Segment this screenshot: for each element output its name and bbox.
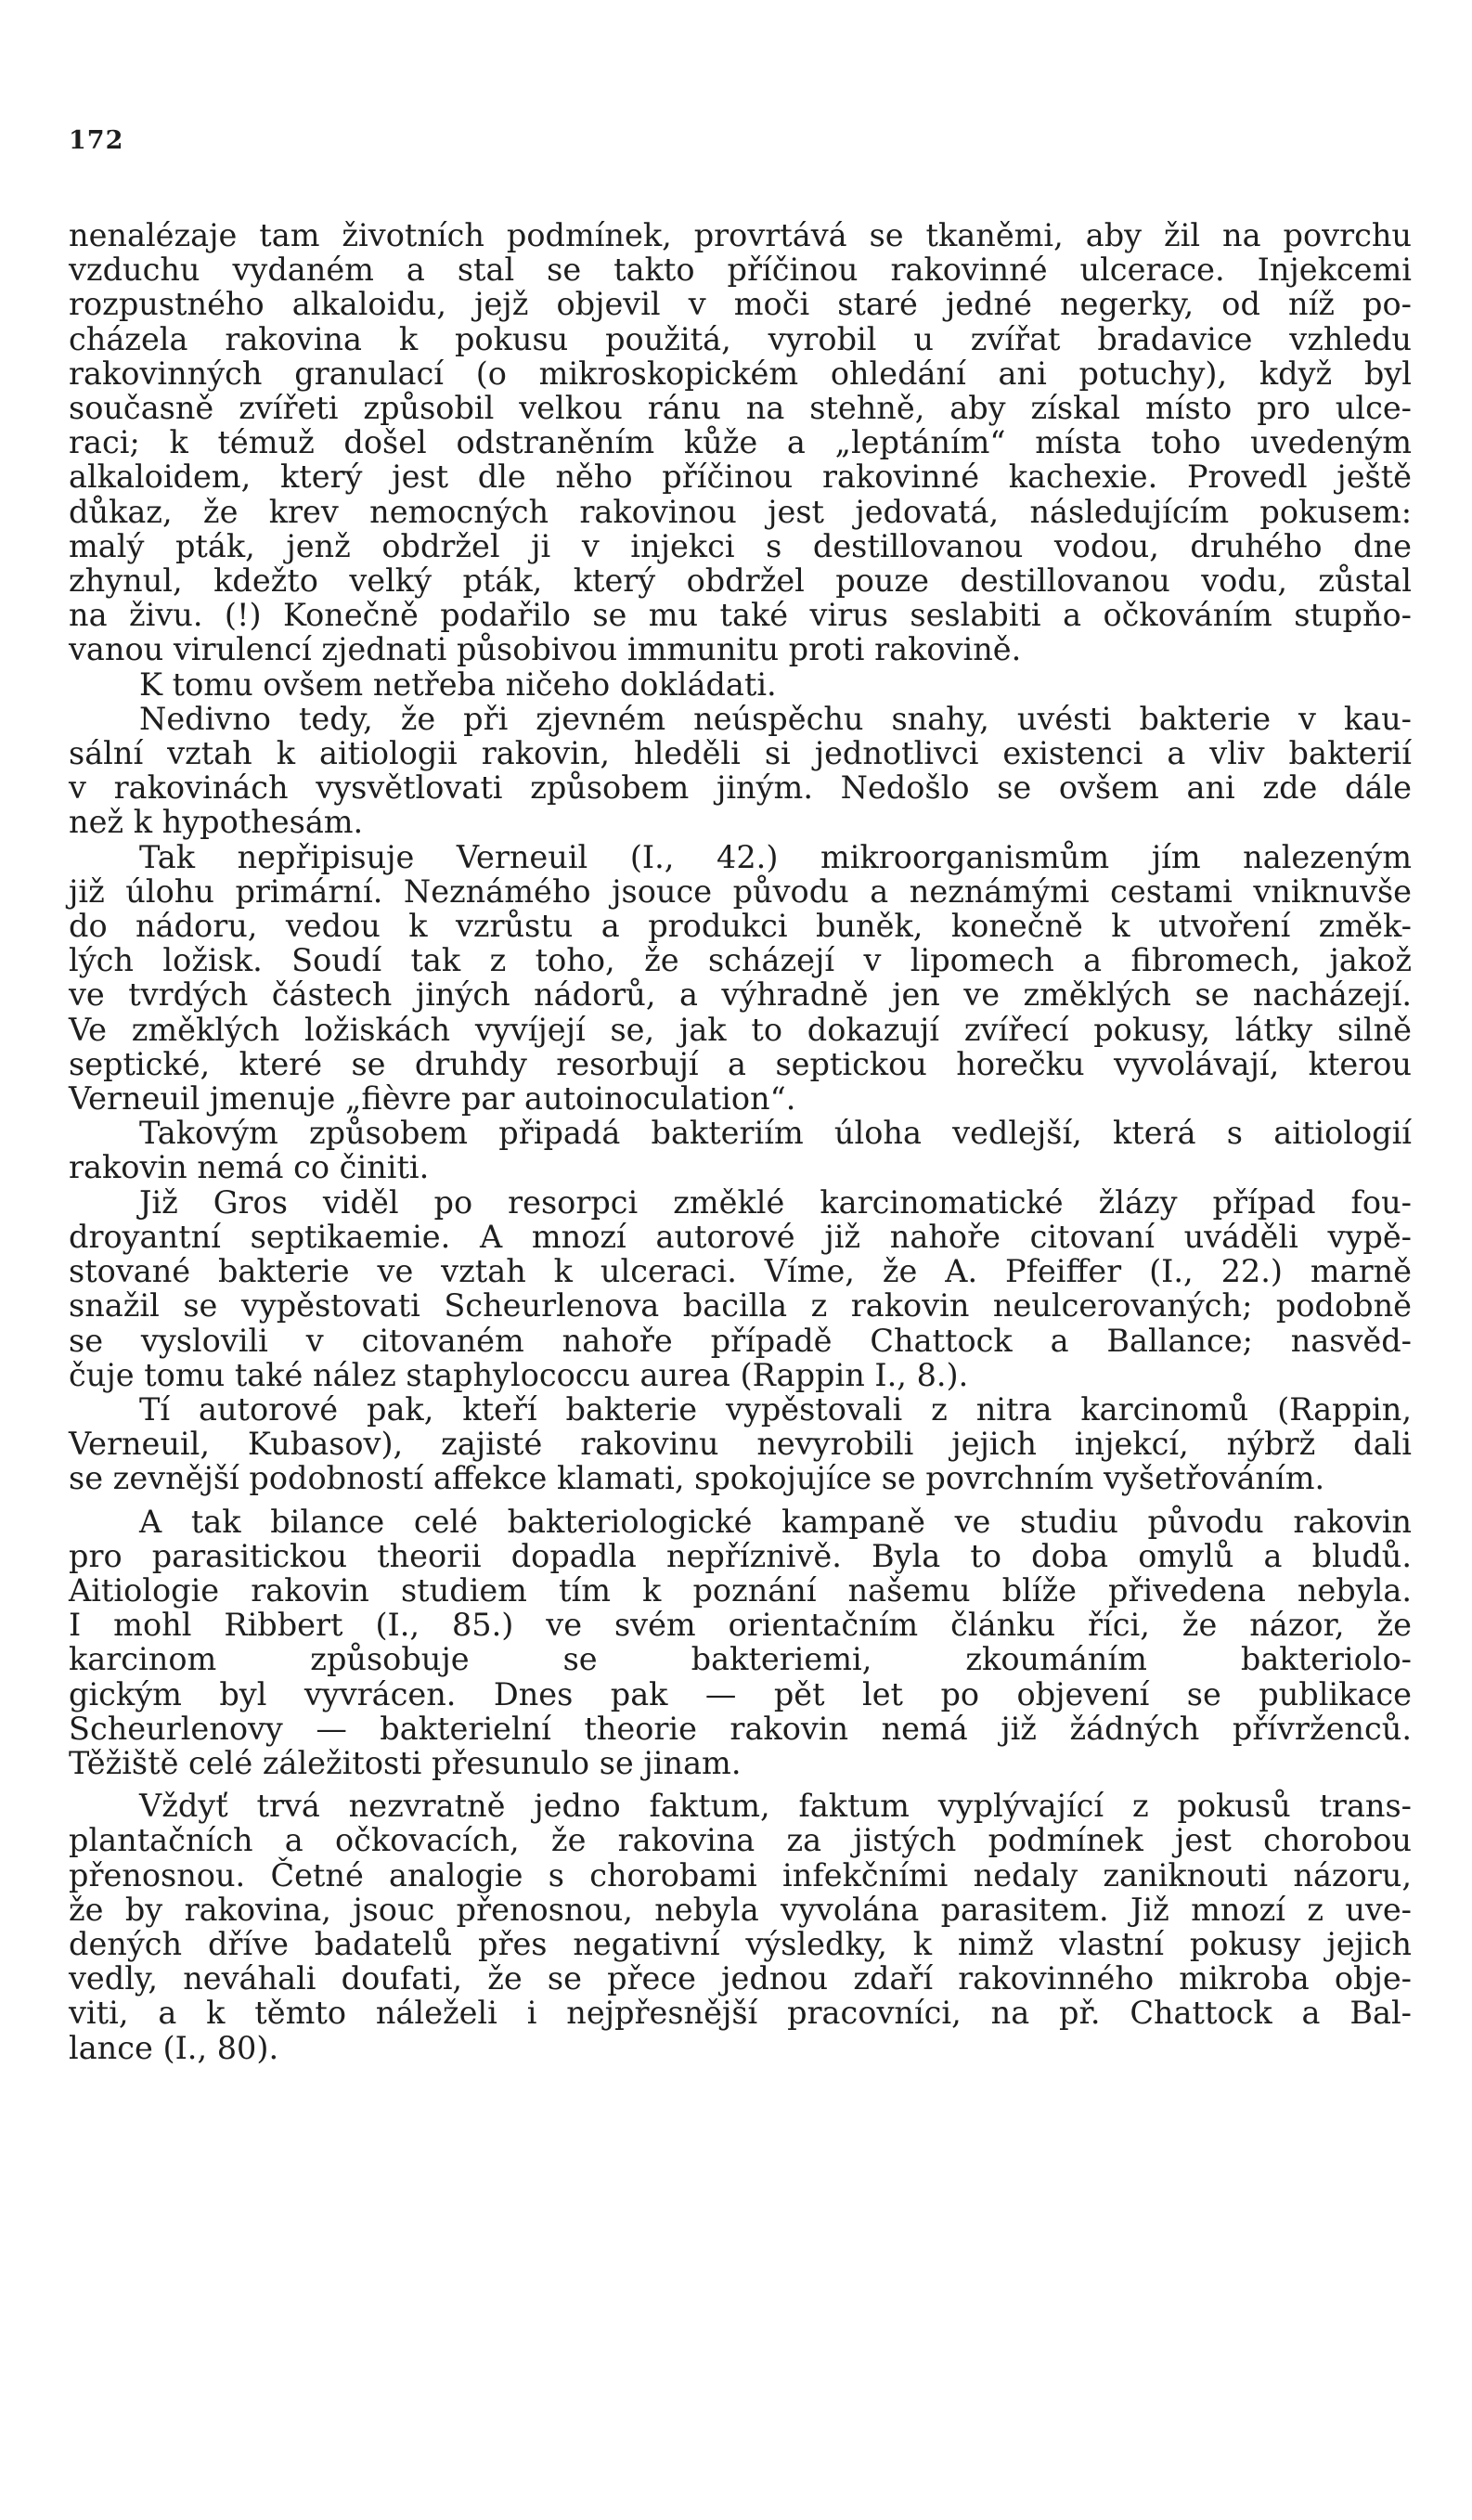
text-line: cházela rakovina k pokusu použitá, vyrobil u zvířat bradavice vzhledu: [69, 320, 1412, 357]
text-line: Již Gros viděl po resorpci změklé karcinomatické žlázy případ fou-: [139, 1183, 1412, 1221]
text-line: již úlohu primární. Neznámého jsouce původu a neznámými cestami vniknuvše: [69, 872, 1412, 910]
text-line: viti, a k těmto náleželi i nejpřesnější pracovníci, na př. Chattock a Bal-: [69, 1995, 1412, 2032]
text-line: A tak bilance celé bakteriologické kampaně ve studiu původu rakovin: [139, 1503, 1412, 1540]
paragraph: [69, 1392, 1412, 1496]
text-line: gickým byl vyvrácen. Dnes pak — pět let po objevení se publikace: [69, 1675, 1412, 1712]
text-line: vedly, neváhali doufati, že se přece jednou zdaří rakovinného mikroba obje-: [69, 1960, 1412, 1997]
text-line: vzduchu vydaném a stal se takto příčinou rakovinné ulcerace. Injekcemi: [69, 252, 1412, 289]
text-line: Vždyť trvá nezvratně jedno faktum, faktum vyplývající z pokusů trans-: [139, 1788, 1412, 1825]
text-line: K tomu ovšem netřeba ničeho dokládati.: [139, 666, 777, 703]
text-line: pro parasitickou theorii dopadla nepříznivě. Byla to doba omylů a bludů.: [69, 1537, 1412, 1574]
text-line: čuje tomu také nález staphylococcu aurea (Rappin I., 8.).: [69, 1356, 969, 1393]
text-line: na živu. (!) Konečně podařilo se mu také virus seslabiti a očkováním stupňo-: [69, 597, 1412, 634]
text-line: Takovým způsobem připadá bakteriím úloha vedlejší, která s aitiologií: [139, 1115, 1412, 1152]
text-line: dených dříve badatelů přes negativní výsledky, k nimž vlastní pokusy jejich: [69, 1925, 1412, 1962]
paragraph: [69, 1116, 1412, 1184]
text-line: stované bakterie ve vztah k ulceraci. Víme, že A. Pfeiffer (I., 22.) marně: [69, 1253, 1412, 1290]
paragraph: [69, 1185, 1412, 1392]
text-line: se vyslovili v citovaném nahoře případě Chattock a Ballance; nasvěd-: [69, 1322, 1412, 1359]
text-line: důkaz, že krev nemocných rakovinou jest jedovatá, následujícím pokusem:: [69, 493, 1412, 530]
text-line: zhynul, kdežto velký pták, který obdržel pouze destillovanou vodu, zůstal: [69, 562, 1412, 600]
text-line: ve tvrdých částech jiných nádorů, a výhradně jen ve změklých se nacházejí.: [69, 976, 1412, 1014]
text-line: v rakovinách vysvětlovati způsobem jiným. Nedošlo se ovšem ani zde dále: [69, 769, 1412, 807]
text-line: rakovinných granulací (o mikroskopickém ohledání ani potuchy), když byl: [69, 355, 1412, 392]
paragraph: [69, 667, 1412, 702]
text-line: lých ložisk. Soudí tak z toho, že scházejí v lipomech a fibromech, jakož: [69, 942, 1412, 979]
text-line: než k hypothesám.: [69, 804, 364, 841]
text-line: snažil se vypěstovati Scheurlenova bacilla z rakovin neulcerovaných; podobně: [69, 1287, 1412, 1325]
text-line: že by rakovina, jsouc přenosnou, nebyla vyvolána parasitem. Již mnozí z uve-: [69, 1891, 1412, 1928]
text-line: Scheurlenovy — bakterielní theorie rakovin nemá již žádných přívrženců.: [69, 1710, 1412, 1747]
text-line: karcinom způsobuje se bakteriemi, zkoumáním bakteriolo-: [69, 1641, 1412, 1678]
text-line: alkaloidem, který jest dle něho příčinou rakovinné kachexie. Provedl ještě: [69, 459, 1412, 496]
text-line: plantačních a očkovacích, že rakovina za jistých podmínek jest chorobou: [69, 1822, 1412, 1859]
text-line: lance (I., 80).: [69, 2029, 279, 2066]
body-text: [69, 218, 1412, 2065]
text-line: se zevnější podobností affekce klamati, spokojujíce se povrchním vyšetřováním.: [69, 1460, 1325, 1497]
text-line: nenalézaje tam životních podmínek, provrtává se tkaněmi, aby žil na povrchu: [69, 217, 1412, 253]
paragraph: [69, 840, 1412, 1117]
text-line: sální vztah k aitiologii rakovin, hleděli si jednotlivci existenci a vliv bakterií: [69, 735, 1412, 772]
text-line: malý pták, jenž obdržel ji v injekci s destillovanou vodou, druhého dne: [69, 527, 1412, 564]
text-line: Verneuil jmenuje „fièvre par autoinoculation“.: [69, 1080, 796, 1118]
text-line: I mohl Ribbert (I., 85.) ve svém orientačním článku říci, že názor, že: [69, 1607, 1412, 1644]
text-line: Nedivno tedy, že při zjevném neúspěchu snahy, uvésti bakterie v kau-: [139, 700, 1412, 737]
text-line: Tak nepřipisuje Verneuil (I., 42.) mikroorganismům jím nalezeným: [139, 838, 1412, 875]
text-line: Tí autorové pak, kteří bakterie vypěstovali z nitra karcinomů (Rappin,: [139, 1390, 1412, 1428]
text-line: raci; k témuž došel odstraněním kůže a „leptáním“ místa toho uvedeným: [69, 424, 1412, 461]
text-line: rozpustného alkaloidu, jejž objevil v moči staré jedné negerky, od níž po-: [69, 286, 1412, 323]
text-line: Těžiště celé záležitosti přesunulo se jinam.: [69, 1744, 742, 1781]
text-line: septické, které se druhdy resorbují a septickou horečku vyvolávají, kterou: [69, 1045, 1412, 1082]
text-line: droyantní septikaemie. A mnozí autorové již nahoře citovaní uváděli vypě-: [69, 1218, 1412, 1255]
text-line: vanou virulencí zjednati působivou immunitu proti rakovině.: [69, 631, 1022, 668]
text-line: přenosnou. Četné analogie s chorobami infekčními nedaly zaniknouti názoru,: [69, 1856, 1412, 1893]
text-line: rakovin nemá co činiti.: [69, 1149, 430, 1186]
paragraph: [69, 218, 1412, 667]
paragraph: [69, 1505, 1412, 1781]
text-line: Verneuil, Kubasov), zajisté rakovinu nevyrobili jejich injekcí, nýbrž dali: [69, 1426, 1412, 1463]
text-line: Aitiologie rakovin studiem tím k poznání našemu blíže přivedena nebyla.: [69, 1571, 1412, 1609]
page-number: 172: [69, 126, 124, 155]
paragraph: [69, 702, 1412, 840]
text-line: současně zvířeti způsobil velkou ránu na stehně, aby získal místo pro ulce-: [69, 390, 1412, 427]
text-line: do nádoru, vedou k vzrůstu a produkci buněk, konečně k utvoření změk-: [69, 908, 1412, 945]
text-line: Ve změklých ložiskách vyvíjejí se, jak to dokazují zvířecí pokusy, látky silně: [69, 1011, 1412, 1048]
paragraph: [69, 1789, 1412, 2065]
